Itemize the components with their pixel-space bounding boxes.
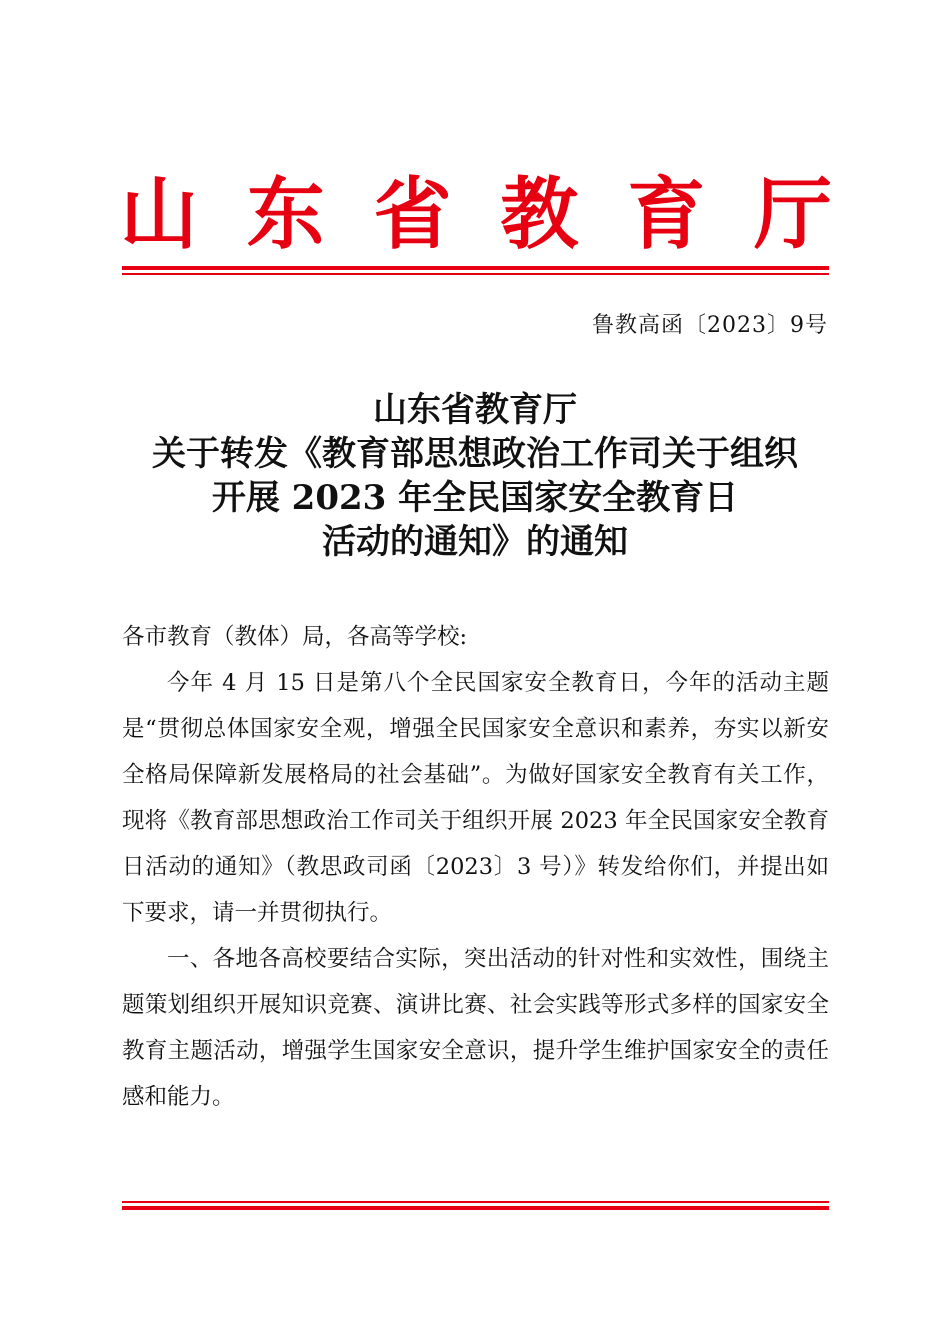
title-line: 关于转发《教育部思想政治工作司关于组织	[152, 434, 798, 474]
document-body	[122, 614, 829, 1120]
document-title	[110, 388, 840, 564]
issuer-char: 厅	[753, 169, 832, 260]
issuer-char: 山	[120, 169, 199, 260]
title-line: 山东省教育厅	[373, 390, 577, 430]
title-line: 活动的通知》的通知	[322, 522, 628, 562]
salutation: 各市教育（教体）局，各高等学校:	[122, 624, 468, 650]
footer-rule-thick	[122, 1206, 829, 1210]
body-paragraph: 一、各地各高校要结合实际，突出活动的针对性和实效性，围绕主题策划组织开展知识竞赛、演讲比赛、社会实践等形式多样的国家安全教育主题活动，增强学生国家安全意识，提升学生维护国家安全的责任感和能力。	[122, 946, 829, 1110]
issuer-title	[120, 170, 832, 260]
document-number: 鲁教高函〔2023〕9号	[592, 313, 828, 338]
issuer-char: 东	[246, 169, 325, 260]
title-line: 开展 2023 年全民国家安全教育日	[211, 478, 739, 518]
footer-rule-thin	[122, 1201, 829, 1203]
body-paragraph: 今年 4 月 15 日是第八个全民国家安全教育日，今年的活动主题是“贯彻总体国家安全观，增强全民国家安全意识和素养，夯实以新安全格局保障新发展格局的社会基础”。为做好国家安全教育有关工作，现将《教育部思想政治工作司关于组织开展 2023 年全民国家安全教育日活动的通知》（教思政司函〔2023〕3 号）》转发给你们，并提出如下要求，请一并贯彻执行。	[122, 670, 829, 926]
issuer-char: 省	[373, 169, 452, 260]
issuer-char: 育	[627, 169, 706, 260]
header-rule-thin	[122, 273, 829, 275]
issuer-char: 教	[500, 169, 579, 260]
header-rule-thick	[122, 266, 829, 270]
